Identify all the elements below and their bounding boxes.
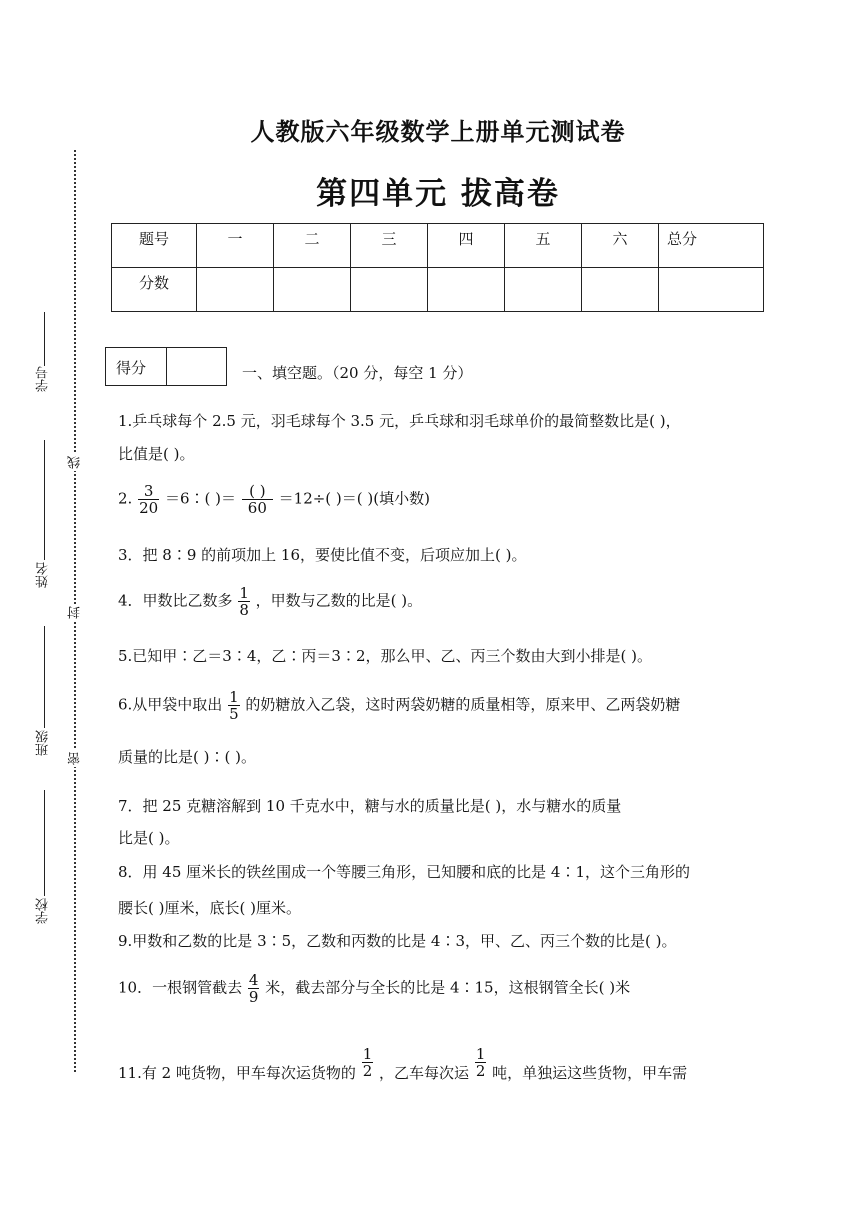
score-cell: 四 bbox=[428, 224, 505, 268]
side-mark-secret: 密 bbox=[68, 752, 83, 765]
score-table-header-row bbox=[112, 224, 764, 268]
score-entry-cell[interactable] bbox=[505, 268, 582, 312]
score-cell: 五 bbox=[505, 224, 582, 268]
score-entry-cell[interactable] bbox=[582, 268, 659, 312]
fraction-denominator: 20 bbox=[139, 499, 159, 517]
unit-title: 第四单元 拔高卷 bbox=[316, 176, 560, 212]
score-entry-cell[interactable] bbox=[659, 268, 764, 312]
fraction-denominator: 8 bbox=[239, 601, 249, 619]
score-cell: 分数 bbox=[112, 268, 197, 312]
question-6-rest: 的奶糖放入乙袋，这时两袋奶糖的质量相等，原来甲、乙两袋奶糖 bbox=[245, 695, 681, 714]
question-6-prefix: 6.从甲袋中取出 bbox=[118, 695, 223, 714]
student-no-blank bbox=[44, 312, 45, 366]
question-1-line-2: 比值是( )。 bbox=[118, 445, 195, 463]
fraction-1-2 bbox=[475, 1046, 487, 1079]
question-7-line-1: 7．把 25 克糖溶解到 10 千克水中，糖与水的质量比是( )，水与糖水的质量 bbox=[118, 797, 622, 815]
section-heading: 一、填空题。（20 分，每空 1 分） bbox=[242, 364, 473, 382]
fraction-denominator: 2 bbox=[362, 1062, 373, 1080]
side-label-name: 姓名 bbox=[36, 562, 51, 588]
question-10-prefix: 10．一根钢管截去 bbox=[118, 978, 243, 997]
question-6-line-2: 质量的比是( )∶( )。 bbox=[118, 748, 256, 766]
school-blank bbox=[44, 790, 45, 896]
score-cell: 一 bbox=[197, 224, 274, 268]
score-cell: 总分 bbox=[659, 224, 764, 268]
score-cell: 三 bbox=[351, 224, 428, 268]
question-3: 3．把 8∶9 的前项加上 16，要使比值不变，后项应加上( )。 bbox=[118, 546, 527, 564]
score-cell: 题号 bbox=[112, 224, 197, 268]
question-2-prefix: 2. bbox=[118, 489, 133, 508]
fraction-numerator: 3 bbox=[138, 483, 159, 500]
question-11-prefix: 11.有 2 吨货物，甲车每次运货物的 bbox=[118, 1064, 356, 1082]
score-entry-cell[interactable] bbox=[197, 268, 274, 312]
fraction-denominator: 60 bbox=[247, 499, 267, 517]
fraction-denominator: 2 bbox=[475, 1062, 486, 1080]
score-entry-cell[interactable] bbox=[428, 268, 505, 312]
class-blank bbox=[44, 626, 45, 728]
question-11 bbox=[118, 1046, 687, 1082]
side-mark-seal: 封 bbox=[68, 606, 83, 619]
question-4-prefix: 4．甲数比乙数多 bbox=[118, 591, 233, 610]
exam-title: 人教版六年级数学上册单元测试卷 bbox=[250, 117, 626, 146]
score-entry-cell[interactable] bbox=[351, 268, 428, 312]
question-10 bbox=[118, 972, 630, 1005]
question-10-rest: 米，截去部分与全长的比是 4∶15，这根钢管全长( )米 bbox=[265, 978, 631, 997]
fraction-numerator: 1 bbox=[229, 688, 239, 706]
side-label-class: 班级 bbox=[36, 730, 51, 756]
fraction-numerator: 1 bbox=[362, 1045, 373, 1063]
fraction-numerator: 1 bbox=[239, 584, 249, 602]
side-label-school: 学校 bbox=[36, 898, 51, 924]
question-2-rest: ＝12÷( )＝( )(填小数) bbox=[278, 489, 430, 508]
score-table bbox=[111, 223, 764, 312]
question-1-line-1: 1.乒乓球每个 2.5 元，羽毛球每个 3.5 元，乒乓球和羽毛球单价的最简整数比是( )， bbox=[118, 412, 681, 430]
score-cell: 二 bbox=[274, 224, 351, 268]
fraction-numerator: 4 bbox=[248, 971, 259, 989]
fraction-3-20 bbox=[138, 483, 159, 516]
question-4-rest: ，甲数与乙数的比是( )。 bbox=[255, 591, 423, 610]
question-6-line-1 bbox=[118, 689, 680, 722]
score-table-score-row bbox=[112, 268, 764, 312]
score-cell: 六 bbox=[582, 224, 659, 268]
question-7-line-2: 比是( )。 bbox=[118, 829, 180, 847]
section-score-divider bbox=[166, 348, 167, 385]
question-2 bbox=[118, 483, 430, 516]
question-4 bbox=[118, 585, 422, 618]
question-11-mid: ，乙车每次运 bbox=[379, 1064, 470, 1082]
fraction-1-2 bbox=[362, 1046, 374, 1079]
fraction-denominator: 9 bbox=[248, 988, 259, 1006]
fraction-1-5 bbox=[228, 689, 240, 722]
question-8-line-1: 8．用 45 厘米长的铁丝围成一个等腰三角形，已知腰和底的比是 4∶1，这个三角形的 bbox=[118, 863, 691, 881]
fraction-numerator: 1 bbox=[475, 1045, 486, 1063]
question-8-line-2: 腰长( )厘米，底长( )厘米。 bbox=[118, 899, 301, 917]
question-2-mid: ＝6∶( )＝ bbox=[164, 489, 236, 508]
fraction-numerator: ( ) bbox=[242, 483, 273, 500]
question-9: 9.甲数和乙数的比是 3∶5，乙数和丙数的比是 4∶3，甲、乙、丙三个数的比是( )。 bbox=[118, 932, 677, 950]
name-blank bbox=[44, 440, 45, 560]
section-score-box bbox=[105, 347, 227, 386]
side-label-student-no: 学号 bbox=[36, 366, 51, 392]
section-score-label: 得分 bbox=[116, 359, 147, 377]
fraction-blank-60 bbox=[242, 483, 273, 516]
question-5: 5.已知甲∶乙＝3∶4，乙∶丙＝3∶2，那么甲、乙、丙三个数由大到小排是( )。 bbox=[118, 647, 652, 665]
fraction-1-8 bbox=[238, 585, 250, 618]
fraction-denominator: 5 bbox=[229, 705, 239, 723]
fraction-4-9 bbox=[248, 972, 260, 1005]
side-mark-line: 线 bbox=[68, 456, 83, 469]
score-entry-cell[interactable] bbox=[274, 268, 351, 312]
question-11-rest: 吨，单独运这些货物，甲车需 bbox=[492, 1064, 688, 1082]
